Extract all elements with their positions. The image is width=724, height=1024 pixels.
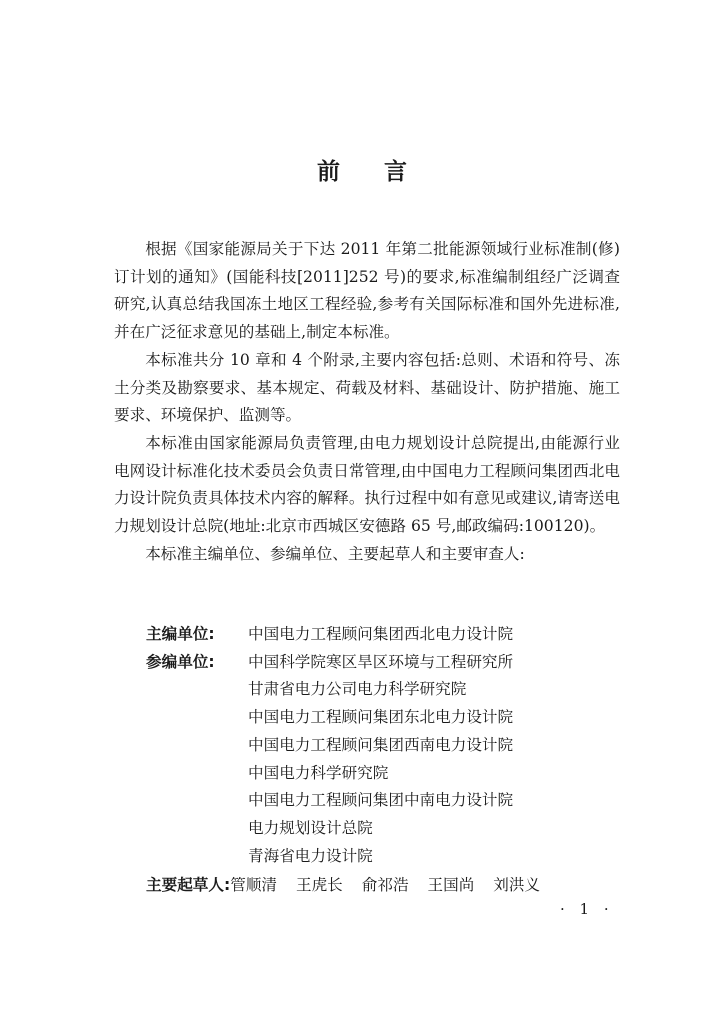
participating-unit-item: 中国科学院寒区旱区环境与工程研究所 bbox=[248, 652, 514, 671]
units-list bbox=[146, 621, 626, 870]
participating-unit-item: 甘肃省电力公司电力科学研究院 bbox=[248, 680, 467, 699]
participating-unit-item: 青海省电力设计院 bbox=[248, 846, 373, 865]
chief-unit-row bbox=[146, 621, 626, 649]
participating-unit-item: 中国电力科学研究院 bbox=[248, 763, 389, 782]
drafters-label: 主要起草人: bbox=[146, 876, 231, 894]
preface-body bbox=[114, 236, 620, 568]
paragraph-units-intro: 本标准主编单位、参编单位、主要起草人和主要审查人: bbox=[145, 544, 525, 563]
participating-unit-item: 中国电力工程顾问集团西南电力设计院 bbox=[248, 735, 514, 754]
drafters-row bbox=[146, 872, 554, 900]
chief-unit-label: 主编单位: bbox=[146, 625, 215, 643]
drafter-name: 管顺清 bbox=[230, 876, 278, 894]
participating-unit-item: 中国电力工程顾问集团中南电力设计院 bbox=[248, 791, 514, 810]
drafter-name: 王虎长 bbox=[295, 876, 343, 894]
participating-unit-item: 电力规划设计总院 bbox=[248, 818, 373, 837]
drafter-name: 刘洪义 bbox=[493, 876, 541, 894]
participating-unit-row bbox=[146, 649, 626, 677]
participating-unit-item: 中国电力工程顾问集团东北电力设计院 bbox=[248, 708, 514, 727]
drafter-name: 王国尚 bbox=[427, 876, 475, 894]
paragraph-management: 本标准由国家能源局负责管理,由电力规划设计总院提出,由能源行业电网设计标准化技术委员会负责日常管理,由中国电力工程顾问集团西北电力设计院负责具体技术内容的解释。执行过程中如有意见或建议,请寄送电力规划设计总院(地址:北京市西城区安德路 65 号,邮政编码:100120)。 bbox=[114, 433, 620, 536]
drafters-names bbox=[230, 872, 554, 900]
chief-unit-value: 中国电力工程顾问集团西北电力设计院 bbox=[248, 625, 514, 643]
participating-units-label: 参编单位: bbox=[146, 652, 215, 671]
page-title: 前言 bbox=[317, 159, 451, 185]
paragraph-basis: 根据《国家能源局关于下达 2011 年第二批能源领域行业标准制(修)订计划的通知》(国能科技[2011]252 号)的要求,标准编制组经广泛调查研究,认真总结我国冻土地区工程经验,参考有关国际标准和国外先进标准,并在广泛征求意见的基础上,制定本标准。 bbox=[114, 240, 620, 342]
paragraph-contents: 本标准共分 10 章和 4 个附录,主要内容包括:总则、术语和符号、冻土分类及勘察要求、基本规定、荷载及材料、基础设计、防护措施、施工要求、环境保护、监测等。 bbox=[114, 350, 620, 425]
drafter-name: 俞祁浩 bbox=[361, 876, 409, 894]
page-number: · 1 · bbox=[560, 900, 614, 918]
